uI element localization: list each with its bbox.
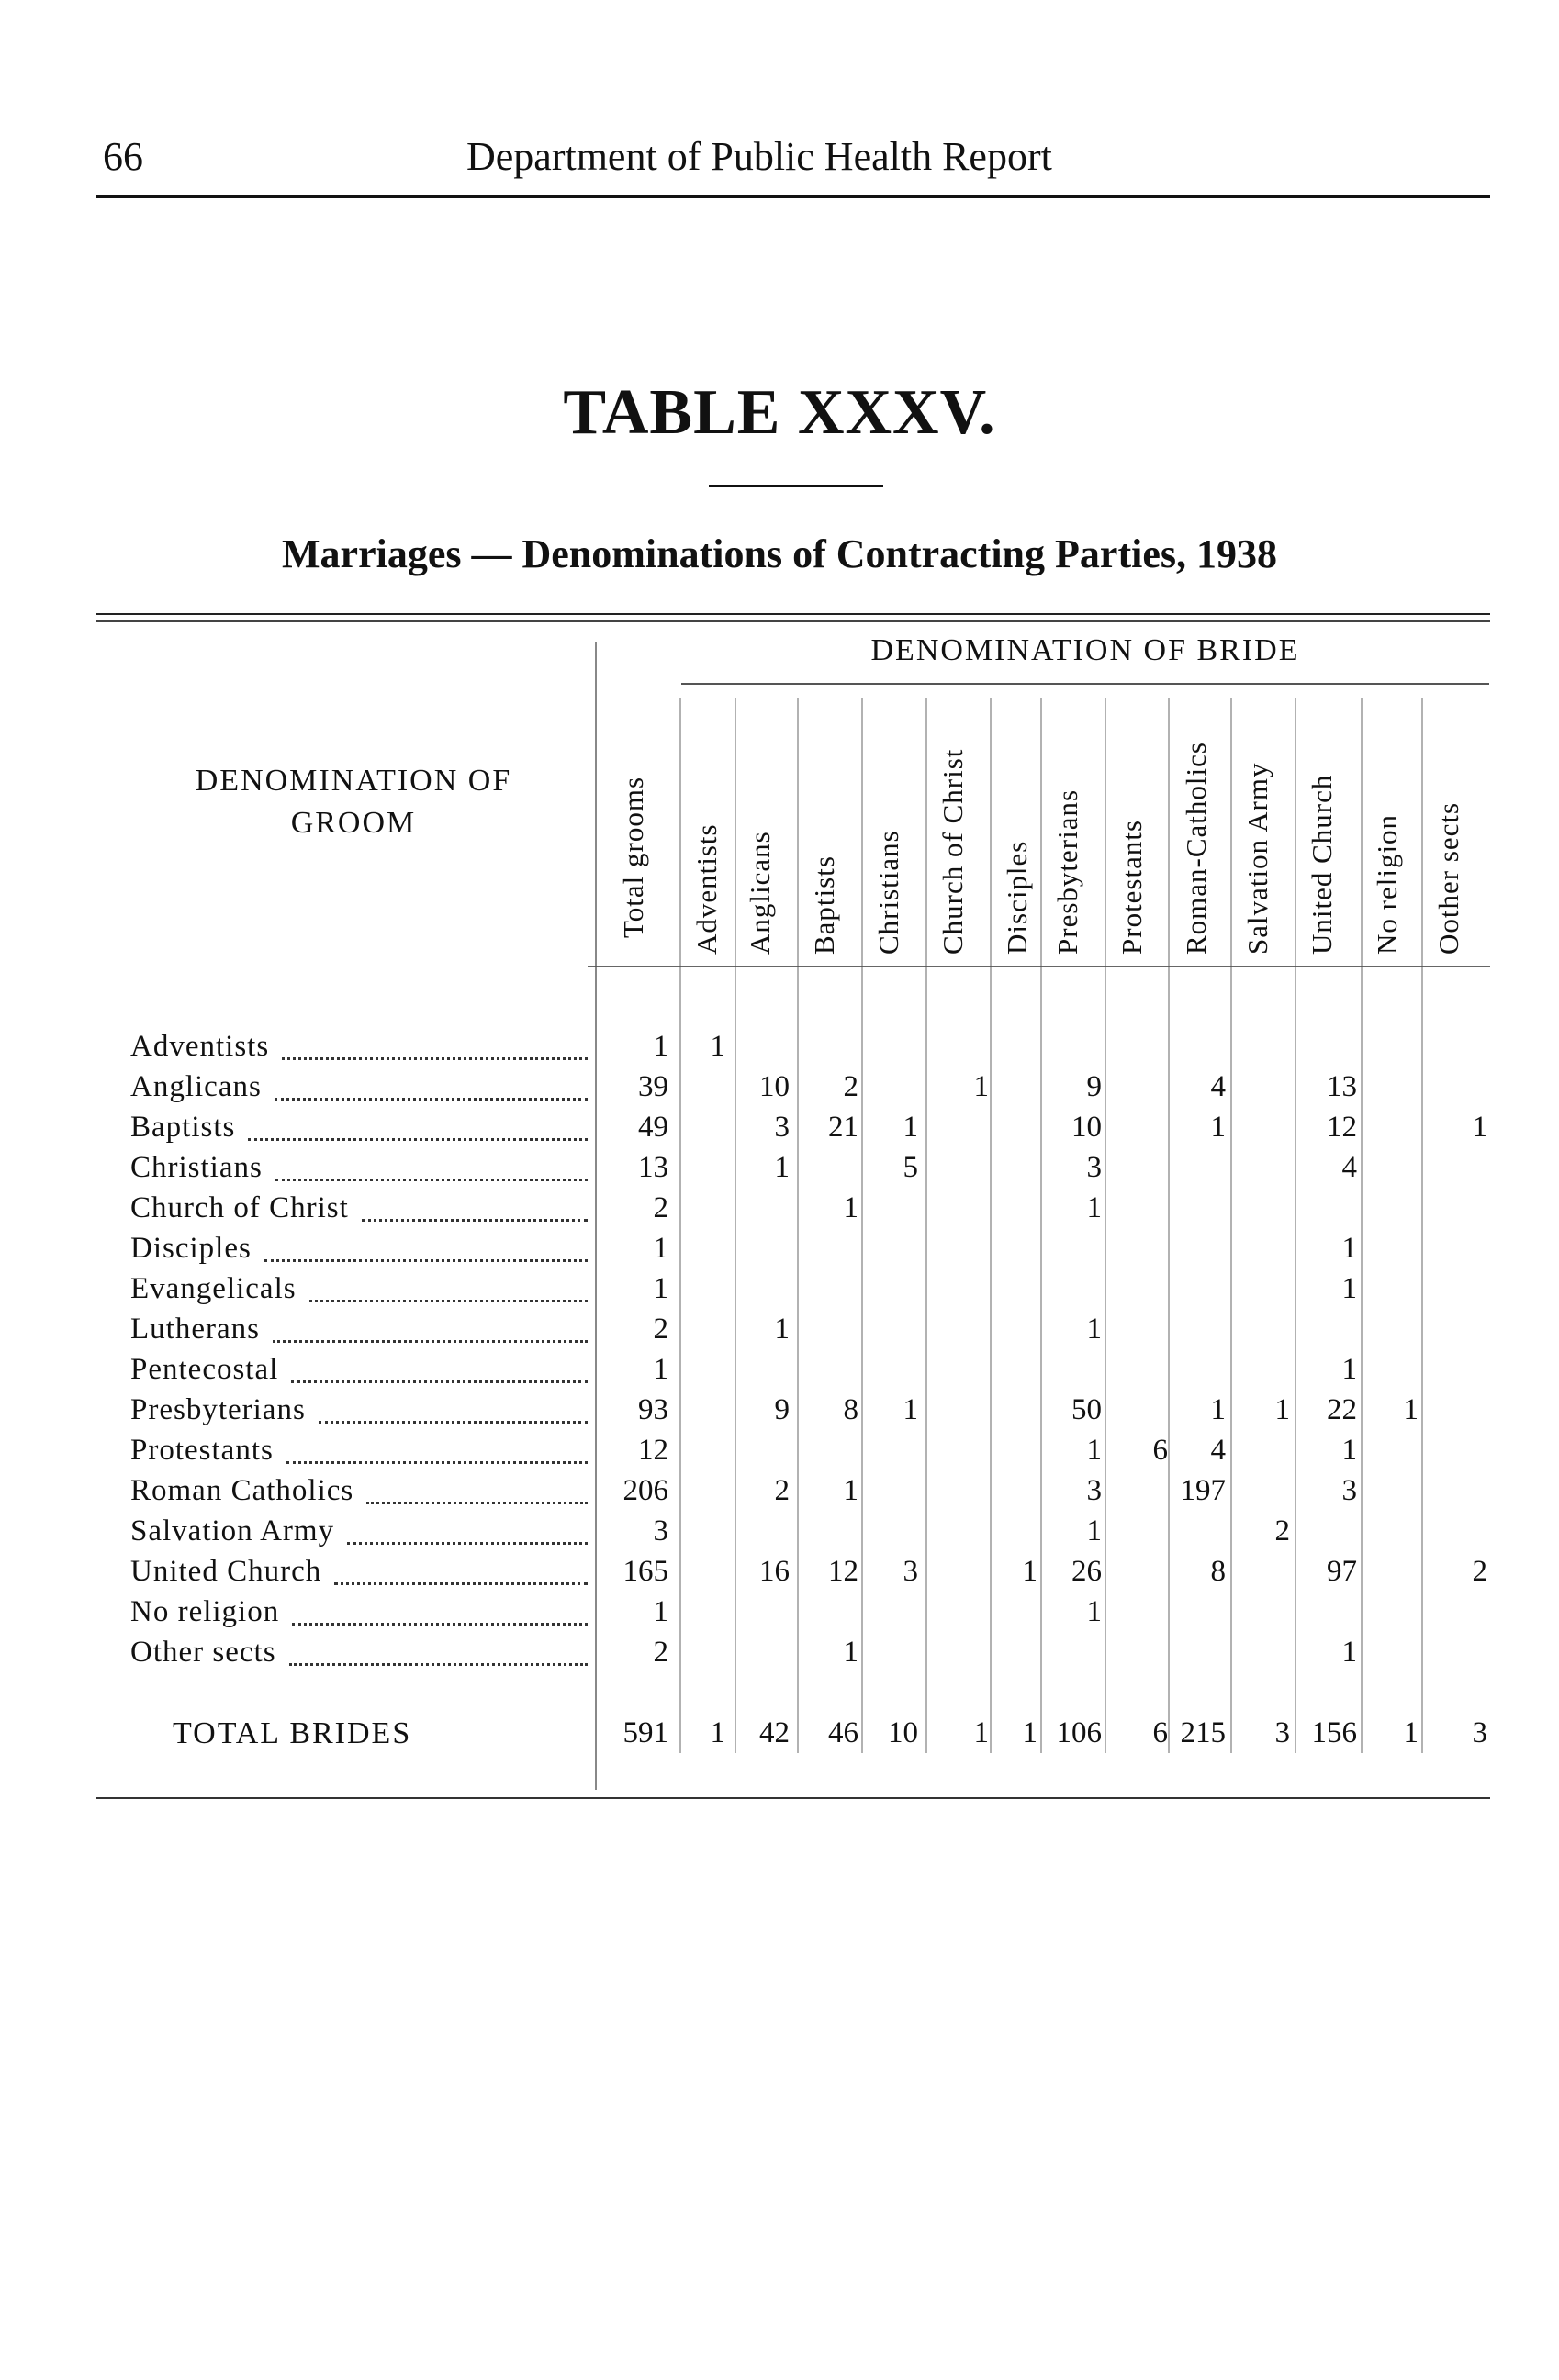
table-cell: 50	[1071, 1393, 1102, 1426]
total-grooms-cell: 3	[653, 1514, 668, 1548]
table-cell: 1	[1086, 1595, 1102, 1628]
table-cell: 1	[1341, 1272, 1357, 1305]
dot-leader	[264, 1243, 588, 1262]
row-label: Protestants	[130, 1434, 274, 1467]
table-cell: 42	[759, 1716, 790, 1749]
table-cell: 4	[1210, 1070, 1226, 1103]
table-cell: 21	[828, 1111, 858, 1144]
table-cell: 2	[1472, 1555, 1487, 1588]
row-label: Christians	[130, 1151, 263, 1184]
table-cell: 1	[1022, 1716, 1037, 1749]
column-header-label: No religion	[1371, 813, 1403, 955]
table-row	[0, 1111, 1559, 1151]
total-brides-label: TOTAL BRIDES	[173, 1716, 412, 1750]
table-cell: 9	[1086, 1070, 1102, 1103]
table-row	[0, 1151, 1559, 1191]
row-label: Salvation Army	[130, 1514, 335, 1548]
column-header-label: Adventists	[690, 823, 723, 955]
table-cell: 13	[1327, 1070, 1357, 1103]
row-label: Lutherans	[130, 1313, 260, 1346]
table-cell: 5	[903, 1151, 918, 1184]
total-grooms-cell: 1	[653, 1272, 668, 1305]
table-cell: 1	[903, 1393, 918, 1426]
table-cell: 3	[774, 1111, 790, 1144]
table-top-rule-double	[96, 620, 1490, 622]
groom-header-line-2: GROOM	[290, 806, 417, 840]
title-rule	[709, 485, 883, 487]
dot-leader	[292, 1606, 588, 1626]
table-cell: 1	[903, 1111, 918, 1144]
table-cell: 6	[1152, 1716, 1168, 1749]
total-grooms-cell: 1	[653, 1232, 668, 1265]
table-cell: 10	[759, 1070, 790, 1103]
table-cell: 10	[888, 1716, 918, 1749]
column-header-label: Christians	[872, 830, 904, 955]
total-grooms-cell: 39	[638, 1070, 668, 1103]
table-row	[0, 1393, 1559, 1434]
table-subtitle: Marriages — Denominations of Contracting Parties, 1938	[282, 531, 1277, 576]
column-header-label: Anglicans	[744, 831, 776, 955]
total-grooms-cell: 591	[622, 1716, 668, 1749]
dot-leader	[282, 1041, 588, 1060]
groom-header-line-1: DENOMINATION OF	[195, 764, 512, 798]
table-cell: 1	[973, 1716, 989, 1749]
table-cell: 2	[843, 1070, 858, 1103]
table-cell: 3	[1472, 1716, 1487, 1749]
column-header-label: Presbyterians	[1051, 788, 1083, 955]
table-row	[0, 1030, 1559, 1070]
table-cell: 46	[828, 1716, 858, 1749]
page-number: 66	[103, 134, 143, 179]
running-title: Department of Public Health Report	[466, 134, 1052, 179]
table-cell: 1	[1341, 1434, 1357, 1467]
table-top-rule	[96, 613, 1490, 615]
row-label: Roman Catholics	[130, 1474, 354, 1507]
dot-leader	[347, 1525, 588, 1545]
table-cell: 215	[1180, 1716, 1226, 1749]
row-label: Anglicans	[130, 1070, 262, 1103]
table-cell: 8	[843, 1393, 858, 1426]
table-cell: 3	[1086, 1474, 1102, 1507]
row-label: United Church	[130, 1555, 322, 1588]
table-cell: 1	[710, 1030, 725, 1063]
row-label: Other sects	[130, 1636, 276, 1669]
table-row	[0, 1070, 1559, 1111]
table-cell: 4	[1341, 1151, 1357, 1184]
row-label: Adventists	[130, 1030, 270, 1063]
table-cell: 1	[1022, 1555, 1037, 1588]
table-cell: 10	[1071, 1111, 1102, 1144]
table-cell: 1	[774, 1313, 790, 1346]
table-cell: 97	[1327, 1555, 1357, 1588]
dot-leader	[309, 1283, 588, 1302]
table-cell: 1	[1403, 1716, 1419, 1749]
dot-leader	[248, 1122, 588, 1141]
total-grooms-cell: 2	[653, 1636, 668, 1669]
table-cell: 8	[1210, 1555, 1226, 1588]
total-grooms-cell: 12	[638, 1434, 668, 1467]
table-cell: 3	[1274, 1716, 1290, 1749]
table-cell: 1	[1341, 1636, 1357, 1669]
row-label: Disciples	[130, 1232, 252, 1265]
table-cell: 1	[1472, 1111, 1487, 1144]
table-cell: 197	[1180, 1474, 1226, 1507]
table-cell: 2	[1274, 1514, 1290, 1548]
table-cell: 156	[1311, 1716, 1357, 1749]
dot-leader	[366, 1485, 588, 1504]
dot-leader	[275, 1081, 588, 1101]
table-cell: 1	[1341, 1353, 1357, 1386]
row-label: Evangelicals	[130, 1272, 297, 1305]
table-cell: 2	[774, 1474, 790, 1507]
column-header-label: Baptists	[808, 855, 840, 955]
table-row	[0, 1514, 1559, 1555]
table-cell: 1	[1210, 1111, 1226, 1144]
table-cell: 3	[1086, 1151, 1102, 1184]
column-header-label: United Church	[1306, 774, 1338, 955]
total-grooms-cell: 93	[638, 1393, 668, 1426]
dot-leader	[286, 1445, 588, 1464]
table-row	[0, 1232, 1559, 1272]
row-label: Church of Christ	[130, 1191, 349, 1224]
total-grooms-cell: 1	[653, 1353, 668, 1386]
table-row	[0, 1595, 1559, 1636]
table-cell: 1	[774, 1151, 790, 1184]
header-bottom-rule	[588, 966, 1490, 967]
dot-leader	[273, 1324, 588, 1343]
column-header-label: Church of Christ	[937, 748, 969, 955]
table-cell: 4	[1210, 1434, 1226, 1467]
table-cell: 22	[1327, 1393, 1357, 1426]
row-label: Baptists	[130, 1111, 236, 1144]
table-cell: 1	[843, 1191, 858, 1224]
table-title: TABLE XXXV.	[563, 377, 996, 448]
header-rule	[96, 195, 1490, 198]
total-grooms-cell: 2	[653, 1313, 668, 1346]
table-cell: 12	[1327, 1111, 1357, 1144]
table-cell: 1	[710, 1716, 725, 1749]
table-cell: 1	[1086, 1191, 1102, 1224]
table-cell: 12	[828, 1555, 858, 1588]
table-cell: 1	[843, 1636, 858, 1669]
table-row	[0, 1313, 1559, 1353]
table-cell: 1	[1274, 1393, 1290, 1426]
dot-leader	[362, 1202, 588, 1222]
table-cell: 16	[759, 1555, 790, 1588]
table-row	[0, 1434, 1559, 1474]
table-row	[0, 1191, 1559, 1232]
table-row	[0, 1555, 1559, 1595]
dot-leader	[334, 1566, 588, 1585]
table-cell: 3	[1341, 1474, 1357, 1507]
table-row	[0, 1272, 1559, 1313]
table-cell: 1	[843, 1474, 858, 1507]
groom-header	[138, 760, 569, 844]
total-grooms-cell: 165	[622, 1555, 668, 1588]
column-header-label: Roman-Catholics	[1180, 742, 1212, 955]
dot-leader	[289, 1647, 588, 1666]
row-label: Presbyterians	[130, 1393, 306, 1426]
total-grooms-cell: 13	[638, 1151, 668, 1184]
table-cell: 26	[1071, 1555, 1102, 1588]
total-grooms-cell: 206	[622, 1474, 668, 1507]
dot-leader	[275, 1162, 588, 1181]
total-grooms-cell: 1	[653, 1030, 668, 1063]
bride-header: DENOMINATION OF BRIDE	[870, 633, 1300, 667]
table-cell: 6	[1152, 1434, 1168, 1467]
table-row	[0, 1636, 1559, 1676]
dot-leader	[291, 1364, 588, 1383]
column-header-label: Oother sects	[1432, 801, 1464, 955]
bride-header-rule	[681, 683, 1489, 685]
table-row	[0, 1353, 1559, 1393]
table-row	[0, 1474, 1559, 1514]
column-header-label: Salvation Army	[1241, 762, 1273, 955]
table-cell: 1	[973, 1070, 989, 1103]
table-cell: 9	[774, 1393, 790, 1426]
row-label: No religion	[130, 1595, 280, 1628]
table-cell: 1	[1341, 1232, 1357, 1265]
table-cell: 1	[1086, 1434, 1102, 1467]
table-cell: 106	[1056, 1716, 1102, 1749]
column-header-label: Protestants	[1116, 819, 1148, 955]
table-cell: 1	[1210, 1393, 1226, 1426]
table-cell: 1	[1403, 1393, 1419, 1426]
total-grooms-cell: 49	[638, 1111, 668, 1144]
dot-leader	[319, 1404, 588, 1424]
total-grooms-cell: 2	[653, 1191, 668, 1224]
table-bottom-rule	[96, 1797, 1490, 1799]
table-cell: 1	[1086, 1514, 1102, 1548]
total-grooms-cell: 1	[653, 1595, 668, 1628]
table-row	[0, 1716, 1559, 1757]
table-cell: 1	[1086, 1313, 1102, 1346]
column-header-label: Total grooms	[617, 776, 649, 938]
table-cell: 3	[903, 1555, 918, 1588]
column-header-label: Disciples	[1001, 840, 1033, 955]
row-label: Pentecostal	[130, 1353, 279, 1386]
